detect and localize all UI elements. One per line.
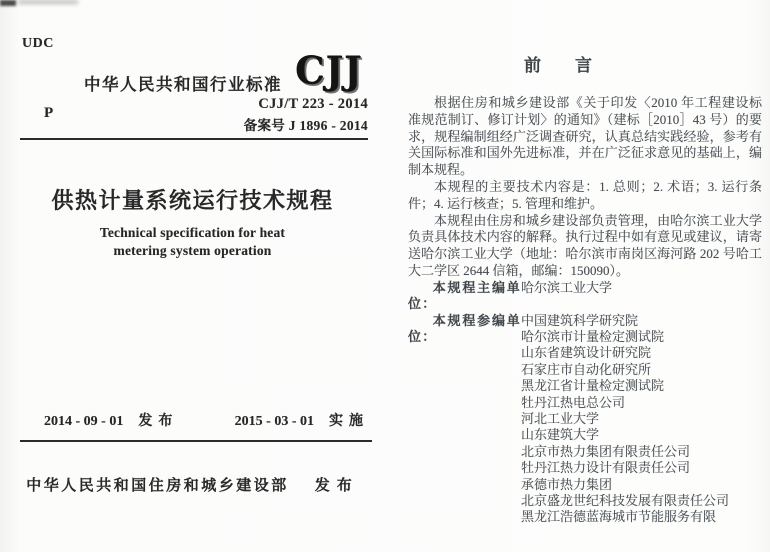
foreword-page xyxy=(385,0,770,552)
participant-item: 哈尔滨市计量检定测试院 xyxy=(521,328,665,344)
document-title-zh: 供热计量系统运行技术规程 xyxy=(51,188,334,213)
chief-editor-label: 本规程主编单位： xyxy=(408,279,521,312)
publish-label: 发布 xyxy=(314,478,359,494)
participant-item: 北京市热力集团有限责任公司 xyxy=(521,443,691,459)
participant-item: 河北工业大学 xyxy=(521,411,600,427)
foreword-paragraph-2: 本规程的主要技术内容是：1. 总则；2. 术语；3. 运行条件；4. 运行核查；5. 管理和维护。 xyxy=(408,178,762,211)
footer-divider xyxy=(20,440,372,442)
foreword-paragraph-1: 根据住房和城乡建设部《关于印发〈2010 年工程建设标准规范制订、修订计划〉的通知》（建标［2010］43 号）的要求，规程编制组经广泛调查研究，认真总结实践经验，参考有关国际标准和国外先进标准，并在广泛征求意见的基础上，编制本规程。 xyxy=(408,95,762,178)
publisher-name: 中华人民共和国住房和城乡建设部 xyxy=(26,478,289,494)
record-number: 备案号 J 1896 - 2014 xyxy=(243,118,368,133)
document-title-en-line1: Technical specification for heat xyxy=(99,225,286,240)
implement-date: 2015 - 03 - 01 xyxy=(234,414,314,429)
foreword-title: 前 言 xyxy=(524,56,592,75)
implement-date-group xyxy=(235,410,369,430)
implement-label: 实施 xyxy=(329,414,369,429)
participant-item: 黑龙江省计量检定测试院 xyxy=(521,378,665,394)
chief-editor-value: 哈尔滨工业大学 xyxy=(521,279,613,295)
participants-row xyxy=(408,313,762,526)
document-title-en xyxy=(0,224,385,259)
foreword-paragraph-3: 本规程由住房和城乡建设部负责管理，由哈尔滨工业大学负责具体技术内容的解释。执行过程中如有意见或建议，请寄送哈尔滨工业大学（地址：哈尔滨市南岗区海河路 202 号哈工大二学区 2644 信箱，邮编：150090）。 xyxy=(408,212,762,278)
participant-item: 承德市热力集团 xyxy=(521,476,613,492)
participant-item: 北京盛龙世纪科技发展有限责任公司 xyxy=(521,493,730,509)
participants-label: 本规程参编单位： xyxy=(408,312,521,344)
participant-item: 牡丹江热力设计有限责任公司 xyxy=(521,460,691,476)
issue-date-group xyxy=(44,410,178,430)
participant-item: 中国建筑科学研究院 xyxy=(521,312,639,328)
cjj-logo: CJJ xyxy=(295,47,363,93)
document-code: P xyxy=(44,105,54,121)
foreword-body xyxy=(408,95,762,526)
document-title-en-line2: metering system operation xyxy=(113,242,272,258)
publisher-line xyxy=(0,474,385,495)
standard-number: CJJ/T 223 - 2014 xyxy=(258,96,368,112)
header-divider xyxy=(20,138,368,140)
participant-item: 黑龙江浩德蓝海城市节能服务有限 xyxy=(521,509,717,525)
issue-date: 2014 - 09 - 01 xyxy=(44,414,124,429)
participant-item: 石家庄市自动化研究所 xyxy=(521,361,652,377)
dates-row xyxy=(44,410,369,430)
participant-item: 牡丹江热电总公司 xyxy=(521,394,626,410)
standard-category-title: 中华人民共和国行业标准 xyxy=(84,75,282,94)
participant-item: 山东建筑大学 xyxy=(521,427,600,443)
participant-item: 山东省建筑设计研究院 xyxy=(521,345,652,361)
participants-list xyxy=(521,313,762,526)
chief-editor-row xyxy=(408,280,762,313)
issue-label: 发布 xyxy=(138,414,179,429)
udc-label: UDC xyxy=(22,36,54,51)
